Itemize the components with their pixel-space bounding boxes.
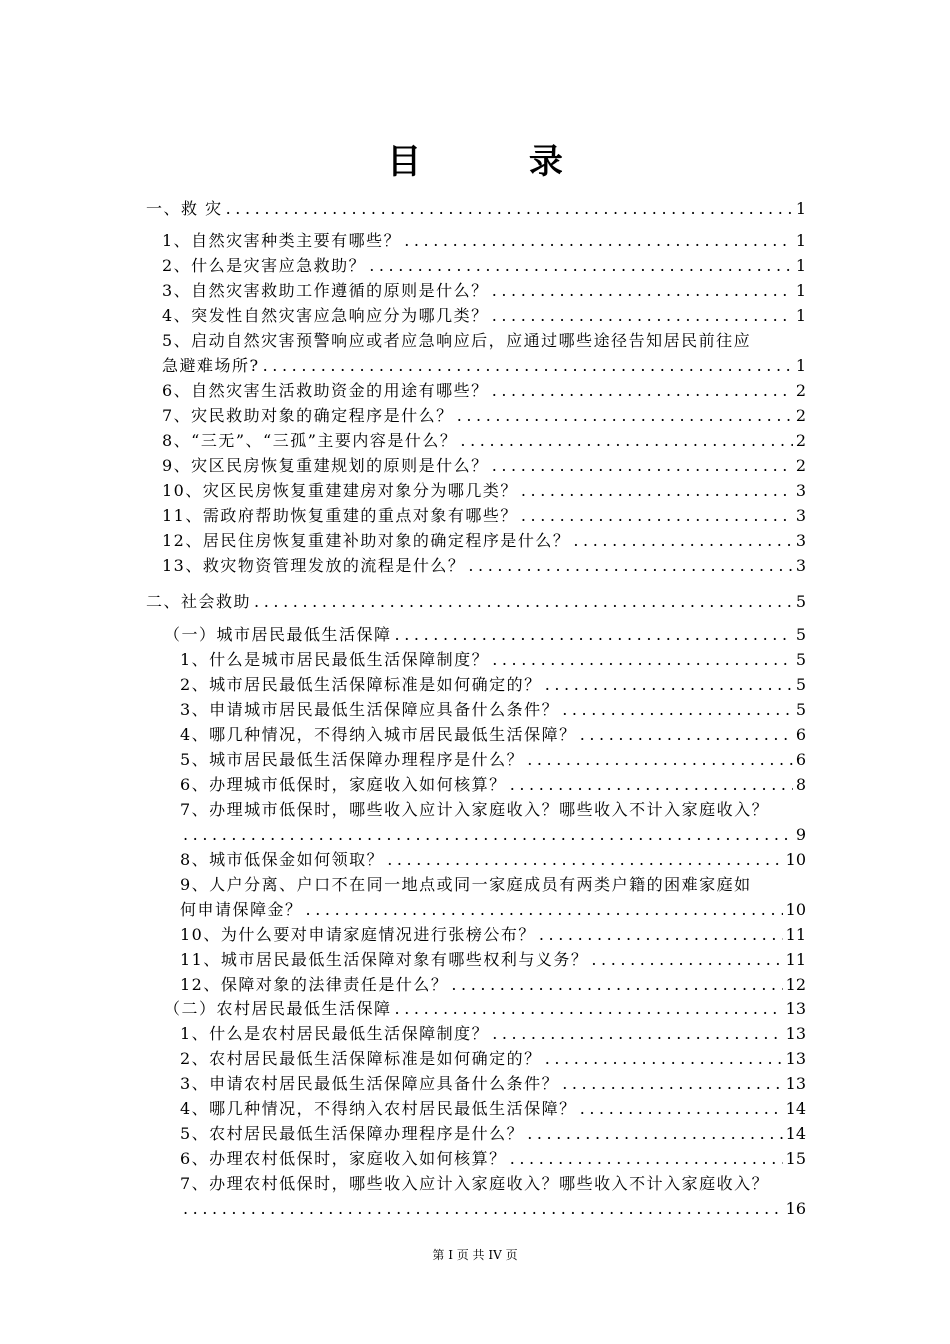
dot-leader — [451, 975, 782, 995]
page-number: 1 — [795, 199, 806, 218]
toc-entry[interactable] — [162, 456, 806, 476]
toc-title: 目 录 — [387, 142, 611, 182]
dot-leader — [468, 556, 792, 576]
dot-leader — [492, 650, 793, 670]
page-number: 13 — [785, 1024, 806, 1043]
toc-entry[interactable] — [180, 900, 806, 920]
page-number: 10 — [785, 900, 806, 919]
entry-title: 3、申请城市居民最低生活保障应具备什么条件？ — [180, 700, 560, 719]
entry-title: 二、社会救助 — [146, 592, 252, 611]
dot-leader — [521, 481, 793, 501]
page-number: 2 — [795, 381, 806, 400]
dot-leader — [306, 900, 783, 920]
dot-leader — [226, 199, 793, 219]
entry-title: 12、保障对象的法律责任是什么？ — [180, 975, 449, 994]
toc-entry-line[interactable]: 9、人户分离、户口不在同一地点或同一家庭成员有两类户籍的困难家庭如 — [180, 875, 752, 894]
dot-leader — [369, 256, 793, 276]
page-number: 8 — [795, 775, 806, 794]
dot-leader — [404, 231, 793, 251]
page-footer: 第 I 页 共 IV 页 — [432, 1248, 518, 1262]
dot-leader — [562, 700, 793, 720]
entry-title: （一）城市居民最低生活保障 — [164, 625, 392, 644]
entry-title: 11、城市居民最低生活保障对象有哪些权利与义务？ — [180, 950, 589, 969]
entry-title: 1、什么是城市居民最低生活保障制度？ — [180, 650, 490, 669]
page-number: 5 — [795, 700, 806, 719]
entry-title: 4、突发性自然灾害应急响应分为哪几类？ — [162, 306, 489, 325]
entry-title: 9、灾区民房恢复重建规划的原则是什么？ — [162, 456, 489, 475]
toc-entry[interactable] — [180, 700, 806, 720]
entry-title: 10、为什么要对申请家庭情况进行张榜公布？ — [180, 925, 536, 944]
entry-title: 8、城市低保金如何领取？ — [180, 850, 385, 869]
toc-entry[interactable] — [180, 1074, 806, 1094]
page-number: 6 — [795, 750, 806, 769]
page-number: 2 — [795, 406, 806, 425]
entry-title: 一、救 灾 — [146, 199, 223, 218]
entry-title: 3、申请农村居民最低生活保障应具备什么条件？ — [180, 1074, 560, 1093]
dot-leader — [395, 999, 783, 1019]
toc-entry[interactable] — [180, 975, 806, 995]
dot-leader — [521, 506, 793, 526]
page-number: 5 — [795, 650, 806, 669]
dot-leader — [492, 1024, 782, 1044]
page-number: 2 — [795, 431, 806, 450]
toc-entry-line[interactable]: 5、启动自然灾害预警响应或者应急响应后，应通过哪些途径告知居民前往应 — [162, 331, 752, 350]
page-number: 1 — [795, 281, 806, 300]
toc-entry[interactable] — [180, 650, 806, 670]
page-number: 9 — [795, 825, 806, 844]
toc-entry[interactable] — [180, 750, 806, 770]
dot-leader — [510, 1149, 783, 1169]
entry-title: 10、灾区民房恢复重建建房对象分为哪几类？ — [162, 481, 518, 500]
toc-entry[interactable] — [162, 406, 806, 426]
entry-title: 6、自然灾害生活救助资金的用途有哪些？ — [162, 381, 489, 400]
toc-entry[interactable] — [180, 1024, 806, 1044]
toc-entry-line[interactable]: 7、办理农村低保时，哪些收入应计入家庭收入？哪些收入不计入家庭收入？ — [180, 1174, 770, 1193]
dot-leader — [183, 1199, 783, 1219]
dot-leader — [460, 431, 792, 451]
page-number: 11 — [785, 950, 806, 969]
page-number: 13 — [785, 1049, 806, 1068]
page-number: 13 — [785, 1074, 806, 1093]
page-number: 2 — [795, 456, 806, 475]
entry-title: 13、救灾物资管理发放的流程是什么？ — [162, 556, 466, 575]
entry-title: 3、自然灾害救助工作遵循的原则是什么？ — [162, 281, 489, 300]
toc-entry[interactable] — [180, 725, 806, 745]
page-number: 10 — [785, 850, 806, 869]
toc-entry[interactable] — [180, 1149, 806, 1169]
dot-leader — [492, 281, 793, 301]
entry-title: 6、办理城市低保时，家庭收入如何核算？ — [180, 775, 507, 794]
entry-title: 1、自然灾害种类主要有哪些？ — [162, 231, 402, 250]
page-number: 5 — [795, 592, 806, 611]
dot-leader — [183, 825, 793, 845]
page-number: 3 — [795, 556, 806, 575]
page-number: 3 — [795, 481, 806, 500]
dot-leader — [387, 850, 782, 870]
dot-leader — [562, 1074, 782, 1094]
dot-leader — [457, 406, 793, 426]
dot-leader — [527, 1124, 782, 1144]
dot-leader — [545, 1049, 783, 1069]
page-number: 6 — [795, 725, 806, 744]
page-number: 1 — [795, 256, 806, 275]
dot-leader — [492, 456, 793, 476]
page-number: 14 — [785, 1124, 806, 1143]
page-number: 16 — [785, 1199, 806, 1218]
toc-entry[interactable] — [162, 431, 806, 451]
page-number: 11 — [785, 925, 806, 944]
dot-leader — [263, 356, 793, 376]
dot-leader — [254, 592, 793, 612]
toc-entry[interactable] — [162, 356, 806, 376]
page-number: 15 — [785, 1149, 806, 1168]
toc-entry[interactable] — [162, 506, 806, 526]
toc-section-disaster[interactable] — [146, 199, 806, 219]
dot-leader — [539, 925, 783, 945]
page-number: 5 — [795, 625, 806, 644]
toc-entry[interactable] — [180, 1124, 806, 1144]
toc-entry[interactable] — [162, 306, 806, 326]
toc-entry[interactable] — [162, 381, 806, 401]
page-number: 5 — [795, 675, 806, 694]
dot-leader — [527, 750, 793, 770]
page-number: 3 — [795, 506, 806, 525]
dot-leader — [591, 950, 782, 970]
toc-subsection-rural[interactable] — [164, 999, 806, 1019]
dot-leader — [395, 625, 793, 645]
page-number: 1 — [795, 306, 806, 325]
toc-entry[interactable] — [180, 950, 806, 970]
toc-entry[interactable] — [180, 925, 806, 945]
page-number: 3 — [795, 531, 806, 550]
dot-leader — [573, 531, 792, 551]
entry-title: 4、哪几种情况，不得纳入城市居民最低生活保障？ — [180, 725, 577, 744]
entry-title: 急避难场所? — [162, 356, 260, 375]
page-number: 12 — [785, 975, 806, 994]
entry-title: 12、居民住房恢复重建补助对象的确定程序是什么？ — [162, 531, 571, 550]
toc-section-social-assistance[interactable] — [146, 592, 806, 612]
toc-entry[interactable] — [180, 850, 806, 870]
toc-entry[interactable] — [180, 1199, 806, 1219]
toc-subsection-urban[interactable] — [164, 625, 806, 645]
toc-entry[interactable] — [162, 556, 806, 576]
page-number: 1 — [795, 356, 806, 375]
toc-entry[interactable] — [162, 531, 806, 551]
entry-title: 7、灾民救助对象的确定程序是什么？ — [162, 406, 454, 425]
dot-leader — [580, 1099, 783, 1119]
entry-title: 2、城市居民最低生活保障标准是如何确定的？ — [180, 675, 542, 694]
toc-entry[interactable] — [162, 481, 806, 501]
page-number: 1 — [795, 231, 806, 250]
toc-entry[interactable] — [180, 1099, 806, 1119]
dot-leader — [492, 381, 793, 401]
dot-leader — [580, 725, 793, 745]
entry-title: 4、哪几种情况，不得纳入农村居民最低生活保障？ — [180, 1099, 577, 1118]
toc-entry[interactable] — [162, 231, 806, 251]
toc-entry[interactable] — [180, 825, 806, 845]
entry-title: 2、什么是灾害应急救助？ — [162, 256, 367, 275]
entry-title: 11、需政府帮助恢复重建的重点对象有哪些？ — [162, 506, 518, 525]
entry-title: 8、“三无”、“三孤”主要内容是什么？ — [162, 431, 458, 450]
entry-title: 5、农村居民最低生活保障办理程序是什么？ — [180, 1124, 525, 1143]
entry-title: 5、城市居民最低生活保障办理程序是什么？ — [180, 750, 525, 769]
entry-title: 1、什么是农村居民最低生活保障制度？ — [180, 1024, 490, 1043]
entry-title: 6、办理农村低保时，家庭收入如何核算？ — [180, 1149, 507, 1168]
toc-entry[interactable] — [162, 256, 806, 276]
entry-title: 2、农村居民最低生活保障标准是如何确定的？ — [180, 1049, 542, 1068]
toc-entry[interactable] — [162, 281, 806, 301]
dot-leader — [545, 675, 793, 695]
toc-entry[interactable] — [180, 1049, 806, 1069]
toc-entry[interactable] — [180, 775, 806, 795]
toc-entry[interactable] — [180, 675, 806, 695]
page-number: 13 — [785, 999, 806, 1018]
toc-entry-line[interactable]: 7、办理城市低保时，哪些收入应计入家庭收入？哪些收入不计入家庭收入？ — [180, 800, 770, 819]
entry-title: （二）农村居民最低生活保障 — [164, 999, 392, 1018]
dot-leader — [510, 775, 793, 795]
dot-leader — [492, 306, 793, 326]
entry-title: 何申请保障金？ — [180, 900, 303, 919]
page-number: 14 — [785, 1099, 806, 1118]
